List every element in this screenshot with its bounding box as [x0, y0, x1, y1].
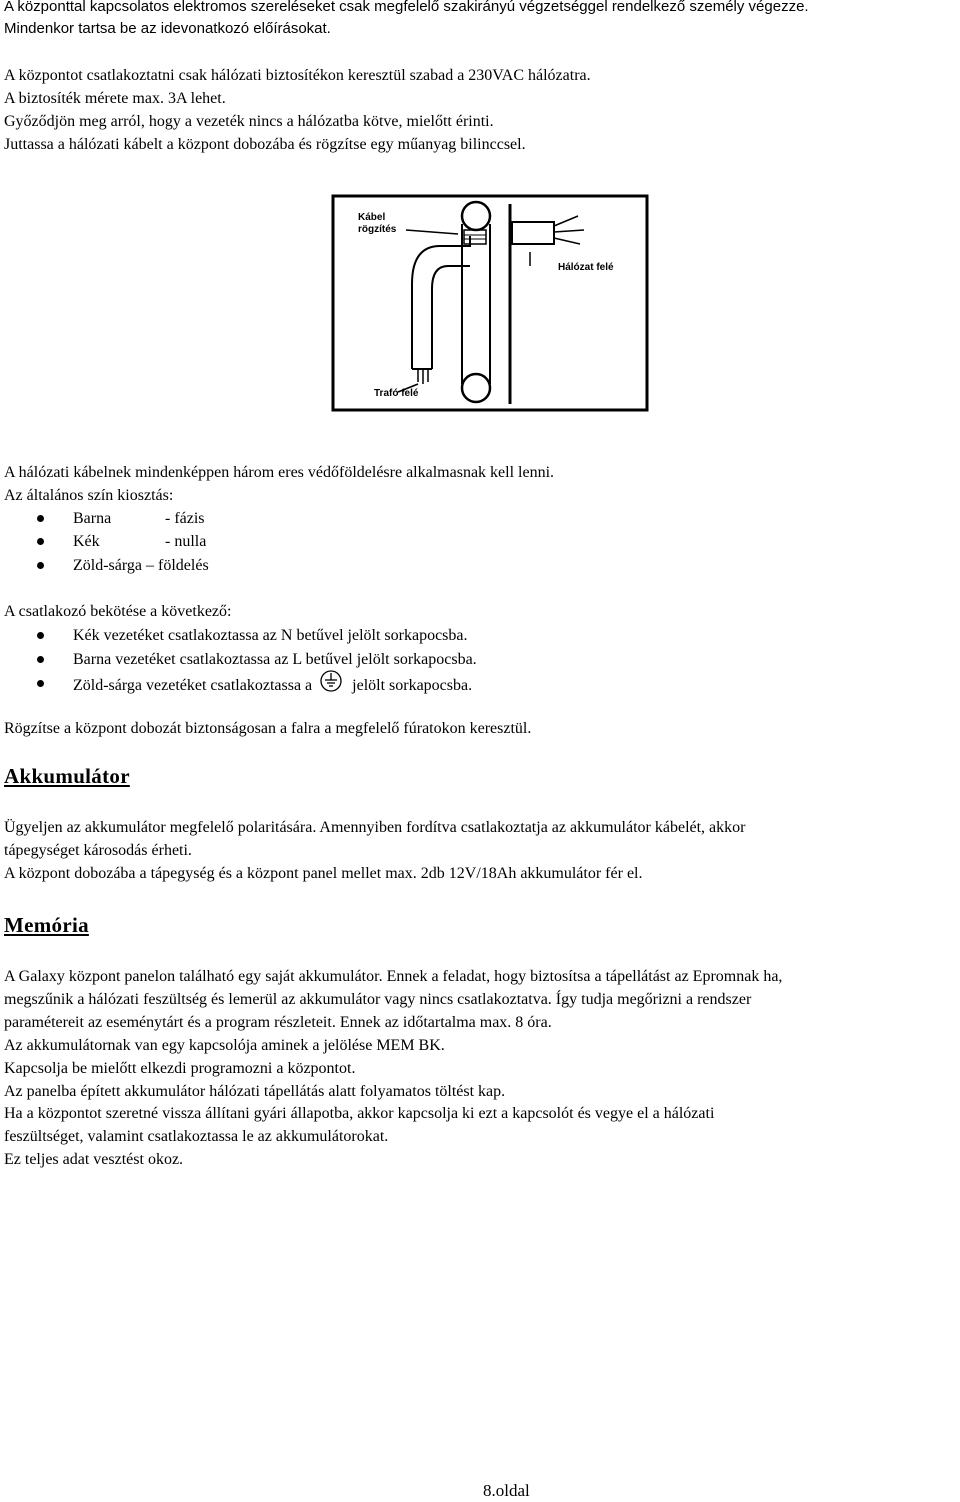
clamp-body: [462, 224, 490, 384]
color-role: - nulla: [165, 533, 207, 550]
mains-wire-2: [554, 230, 584, 232]
clamp-head: [462, 202, 490, 230]
connection-text: Barna vezetéket csatlakoztassa az L betűvel jelölt sorkapocsba.: [73, 651, 477, 668]
memory-line: Az akkumulátornak van egy kapcsolója aminek a jelölése MEM BK.: [4, 1037, 445, 1054]
color-name: Zöld-sárga – földelés: [73, 557, 209, 574]
bullet-icon: [37, 656, 44, 663]
intro-line-2: Mindenkor tartsa be az idevonatkozó előírásokat.: [4, 20, 331, 37]
memory-line: paramétereit az eseménytárt és a program részleteit. Ennek az időtartalma max. 8 óra.: [4, 1014, 552, 1031]
intro-line-1: A központtal kapcsolatos elektromos szereléseket csak megfelelő szakirányú végzetséggel rendelkező személy végezze.: [4, 0, 809, 15]
mains-cable: [512, 222, 554, 244]
connection-text-after: jelölt sorkapocsba.: [352, 677, 473, 695]
earth-ground-icon: [320, 670, 342, 699]
connection-text: [73, 672, 472, 701]
battery-line-1: Ügyeljen az akkumulátor megfelelő polaritására. Amennyiben fordítva csatlakoztatja az akkumulátor kábelét, akkor: [4, 819, 746, 836]
memory-line: megszűnik a hálózati feszültség és lemerül az akkumulátor vagy nincs csatlakoztatva. Így tudja megőrizni a rendszer: [4, 991, 752, 1008]
battery-line-2: tápegységet károsodás érheti.: [4, 842, 192, 859]
connection-text: Kék vezetéket csatlakoztassa az N betűvel jelölt sorkapocsba.: [73, 627, 468, 644]
bullet-icon: [37, 515, 44, 522]
mains-wire-1: [554, 216, 578, 226]
label-clamp-1: Kábel: [358, 212, 386, 223]
battery-line-3: A központ dobozába a tápegység és a központ panel mellet max. 2db 12V/18Ah akkumulátor fér el.: [4, 865, 643, 882]
memory-line: A Galaxy központ panelon található egy saját akkumulátor. Ennek a feladat, hogy biztosítsa a tápellátást az Epromnak ha,: [4, 968, 783, 985]
cable-inner-edge: [432, 266, 470, 369]
label-clamp-2: rögzítés: [358, 224, 397, 235]
bullet-icon: [37, 680, 44, 687]
color-intro: Az általános szín kiosztás:: [4, 487, 174, 504]
intro-line-3: A központot csatlakoztatni csak hálózati biztosítékon keresztül szabad a 230VAC hálózatra.: [4, 67, 591, 84]
intro-line-4: A biztosíték mérete max. 3A lehet.: [4, 90, 226, 107]
bullet-icon: [37, 538, 44, 545]
memory-line: Ha a központot szeretné vissza állítani gyári állapotba, akkor kapcsolja ki ezt a kapcsolót és vegye el a hálózati: [4, 1105, 715, 1122]
mains-wire-3: [554, 238, 580, 244]
clamp-band: [464, 230, 486, 244]
connection-intro: A csatlakozó bekötése a következő:: [4, 603, 232, 620]
memory-line: Az panelba épített akkumulátor hálózati tápellátás alatt folyamatos töltést kap.: [4, 1083, 506, 1100]
color-name: Barna: [73, 510, 112, 527]
memory-line: feszültséget, valamint csatlakoztassa le az akkumulátorokat.: [4, 1128, 389, 1145]
memory-heading: Memória: [4, 913, 89, 937]
intro-line-5: Győződjön meg arról, hogy a vezeték nincs a hálózatba kötve, mielőtt érinti.: [4, 113, 494, 130]
color-role: - fázis: [165, 510, 205, 527]
page-number: 8.oldal: [483, 1481, 530, 1500]
label-transformer: Trafó felé: [374, 388, 419, 399]
battery-heading: Akkumulátor: [4, 764, 130, 788]
memory-line: Kapcsolja be mielőtt elkezdi programozni a központot.: [4, 1060, 356, 1077]
memory-line: Ez teljes adat vesztést okoz.: [4, 1151, 184, 1168]
intro-line-6: Juttassa a hálózati kábelt a központ dobozába és rögzítse egy műanyag bilinccsel.: [4, 136, 526, 153]
label-mains: Hálózat felé: [558, 262, 614, 273]
connection-text-before: Zöld-sárga vezetéket csatlakoztassa a: [73, 677, 313, 695]
cable-requirement: A hálózati kábelnek mindenképpen három eres védőföldelésre alkalmasnak kell lenni.: [4, 464, 555, 481]
clamp-pointer: [406, 230, 458, 234]
bullet-icon: [37, 632, 44, 639]
cable-clamp-diagram: [330, 194, 650, 414]
mounting-instruction: Rögzítse a központ dobozát biztonságosan a falra a megfelelő fúratokon keresztül.: [4, 720, 532, 737]
color-name: Kék: [73, 533, 100, 550]
bullet-icon: [37, 562, 44, 569]
clamp-foot: [462, 374, 490, 402]
